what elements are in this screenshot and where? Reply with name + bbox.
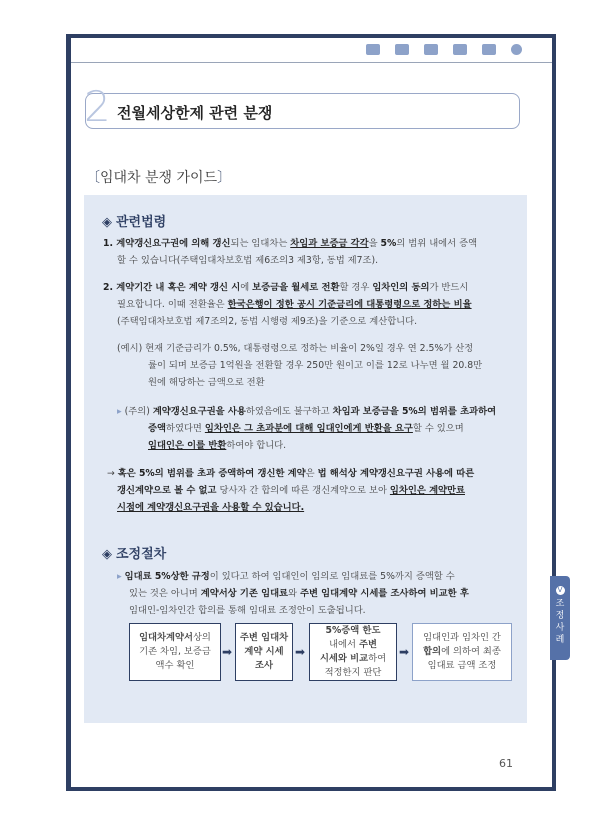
frame-left-bar [66,34,71,791]
frame-top-bar [66,34,556,38]
flow-step-1: 임대차계약서상의 기존 차임, 보증금 액수 확인 [129,623,221,681]
law-item-2-line-3: (주택임대차보호법 제7조의2, 동법 시행령 제9조)을 기준으로 계산합니다. [117,316,418,327]
diamond-icon: ◈ [102,215,112,230]
monitor-icon [366,44,380,55]
procedure-line-3: 임대인-임차인간 합의를 통해 임대료 조정안이 도출됩니다. [129,605,366,616]
header-rule [71,62,552,63]
page-number: 61 [499,757,513,770]
example-line-3: 원에 해당하는 금액으로 전환 [148,377,265,388]
easel-icon [395,44,409,55]
note-line-2: 증액하였다면 임차인은 그 초과분에 대해 임대인에게 반환을 요구할 수 있으며 [148,423,464,434]
procedure-line-2: 있는 것은 아니며 계약서상 기존 임대료와 주변 임대계약 시세를 조사하여 비교한 후 [129,588,469,599]
frame-right-bar [552,34,556,791]
guide-title: 〔임대차 분쟁 가이드〕 [86,170,232,186]
handshake-alt-icon [453,44,467,55]
law-item-2-line-2: 필요합니다. 이때 전환율은 한국은행이 정한 공시 기준금리에 대통령령으로 정하는 비율 [117,299,472,310]
example-line-1: (예시) 현재 기준금리가 0.5%, 대통령령으로 정하는 비율이 2%일 경우 연 2.5%가 산정 [117,343,474,354]
law-item-1-line-2: 할 수 있습니다(주택임대차보호법 제6조의3 제3항, 동법 제7조). [117,255,379,266]
lightbulb-icon [511,44,522,55]
conclusion-line-1: → 혹은 5%의 범위를 초과 증액하여 갱신한 계약은 법 해석상 계약갱신요구권 사용에 따른 [107,468,475,479]
flow-arrow-icon: ➡ [222,645,233,659]
flow-arrow-icon: ➡ [399,645,410,659]
diamond-icon: ◈ [102,547,112,562]
conclusion-line-2: 갱신계약으로 볼 수 없고 당사자 간 합의에 따른 갱신계약으로 보아 임차인은 계약만료 [117,485,465,496]
chapter-badge: Ⅴ [556,586,565,595]
note-line-3: 임대인은 이를 반환하여야 합니다. [148,440,287,451]
gavel-icon [482,44,496,55]
flow-step-3: 5%증액 한도 내에서 주변 시세와 비교하여 적정한지 판단 [309,623,397,681]
example-line-2: 률이 되며 보증금 1억원을 전환할 경우 250만 원이고 이를 12로 나누면 월 20.8만 [148,360,483,371]
procedure-line-1: ▸ 임대료 5%상한 규정이 있다고 하여 임대인이 임의로 임대료를 5%까지 증액할 수 [117,571,455,582]
header-icons [366,44,522,55]
section-number: 2 [84,82,111,131]
section-title: 전월세상한제 관련 분쟁 [117,104,273,122]
procedure-heading: ◈ 조정절차 [102,547,167,562]
chapter-side-tab[interactable]: Ⅴ 조 정 사 례 [550,576,570,660]
flow-step-4: 임대인과 임차인 간 합의에 의하여 최종 임대료 금액 조정 [412,623,512,681]
note-line-1: ▸ (주의) 계약갱신요구권을 사용하였음에도 불구하고 차임과 보증금을 5%의 범위를 초과하여 [117,406,497,417]
handshake-icon [424,44,438,55]
frame-bottom-bar [66,787,556,791]
flow-step-2: 주변 임대차 계약 시세 조사 [235,623,293,681]
law-item-2-line-1: 2. 계약기간 내 혹은 계약 갱신 시에 보증금을 월세로 전환할 경우 임차인의 동의가 반드시 [103,282,469,293]
conclusion-line-3: 시점에 계약갱신요구권을 사용할 수 있습니다. [117,502,305,513]
law-item-1-line-1: 1. 계약갱신요구권에 의해 갱신되는 임대차는 차임과 보증금 각각을 5%의 범위 내에서 증액 [103,238,478,249]
flow-arrow-icon: ➡ [295,645,306,659]
laws-heading: ◈ 관련법령 [102,215,167,230]
